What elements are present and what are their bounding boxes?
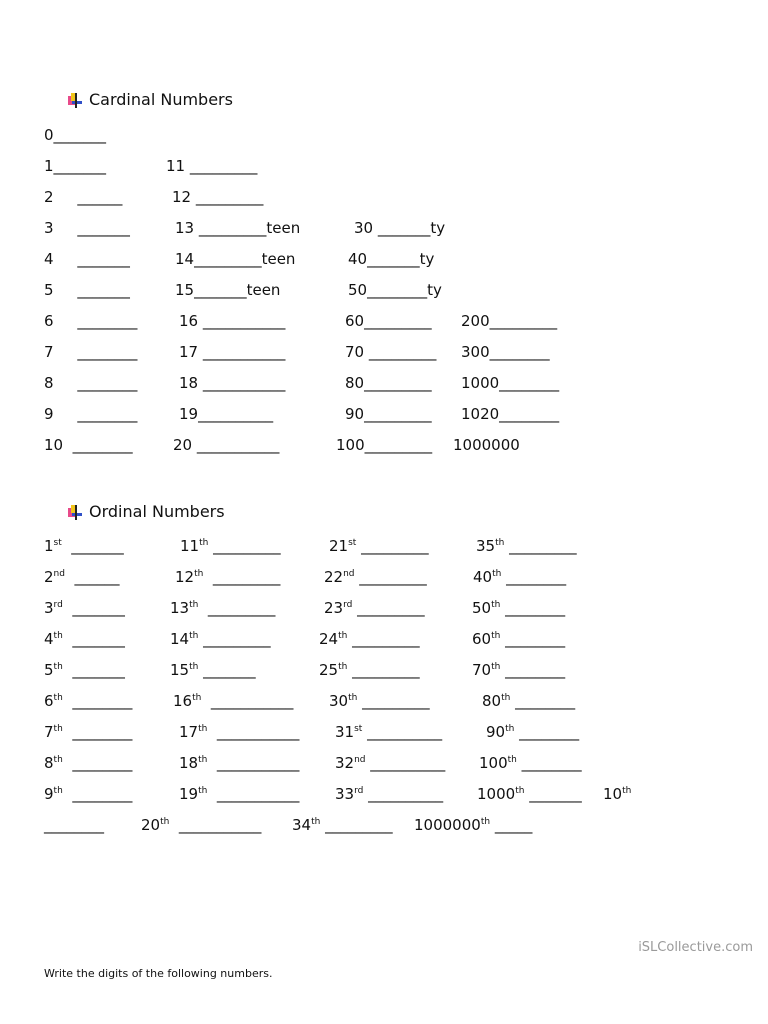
answer-blank[interactable]: _________ [320, 816, 393, 834]
cardinal-item[interactable]: 9 ________ [44, 405, 138, 423]
ordinal-number: 16 [173, 692, 193, 710]
ordinal-item[interactable] [44, 785, 132, 803]
ordinal-number: 20 [141, 816, 161, 834]
ordinal-item[interactable] [335, 754, 445, 772]
answer-blank[interactable]: _________ [354, 568, 427, 586]
ordinal-item[interactable] [44, 661, 125, 679]
ordinal-suffix: th [507, 755, 517, 765]
ordinal-item[interactable] [335, 723, 442, 741]
cardinal-title: Cardinal Numbers [89, 90, 233, 109]
cardinal-item[interactable]: 12 _________ [172, 188, 264, 206]
ordinal-number: 34 [292, 816, 312, 834]
ordinal-suffix: rd [343, 600, 353, 610]
ordinal-suffix: th [492, 569, 502, 579]
ordinal-number: 4 [44, 630, 54, 648]
ordinal-item[interactable] [476, 537, 577, 555]
ordinal-number: 8 [44, 754, 54, 772]
ordinal-item[interactable] [44, 816, 104, 834]
answer-blank[interactable]: __________ [363, 785, 444, 803]
ordinal-item[interactable] [324, 568, 427, 586]
cardinal-item[interactable]: 50________ty [348, 281, 442, 299]
ordinal-item[interactable] [179, 785, 299, 803]
ordinal-number: 11 [180, 537, 200, 555]
answer-blank[interactable]: _________ [208, 537, 281, 555]
ordinal-suffix: th [194, 569, 204, 579]
ordinal-number: 6 [44, 692, 54, 710]
answer-blank[interactable]: _______ [61, 537, 124, 555]
ordinal-number: 32 [335, 754, 355, 772]
ordinal-number: 19 [179, 785, 199, 803]
ordinal-suffix: th [348, 693, 358, 703]
cardinal-item[interactable]: 90_________ [345, 405, 432, 423]
answer-blank[interactable]: _______ [62, 599, 125, 617]
ordinal-suffix: th [189, 662, 199, 672]
ordinal-number: 1000000 [414, 816, 481, 834]
answer-blank[interactable]: ___________ [169, 816, 262, 834]
bullet-icon [66, 92, 84, 108]
ordinal-suffix: th [198, 755, 208, 765]
ordinal-suffix: nd [354, 755, 366, 765]
ordinal-suffix: st [53, 538, 62, 548]
answer-blank[interactable]: _________ [347, 630, 420, 648]
ordinal-number: 60 [472, 630, 492, 648]
ordinal-suffix: th [495, 538, 505, 548]
ordinal-suffix: th [160, 817, 170, 827]
cardinal-item[interactable]: 5 _______ [44, 281, 130, 299]
cardinal-item[interactable]: 17 ___________ [179, 343, 286, 361]
ordinal-item[interactable] [180, 537, 281, 555]
ordinal-item[interactable] [170, 599, 275, 617]
ordinal-suffix: th [491, 600, 501, 610]
ordinal-item[interactable] [324, 599, 425, 617]
cardinal-item[interactable]: 60_________ [345, 312, 432, 330]
cardinal-item[interactable]: 2 ______ [44, 188, 123, 206]
ordinal-suffix: rd [354, 786, 364, 796]
cardinal-item[interactable]: 200_________ [461, 312, 558, 330]
ordinal-suffix: th [53, 755, 63, 765]
ordinal-number: 23 [324, 599, 344, 617]
cardinal-item[interactable]: 15_______teen [175, 281, 281, 299]
ordinal-number: 50 [472, 599, 492, 617]
cardinal-item[interactable]: 30 _______ty [354, 219, 446, 237]
answer-blank[interactable]: ________ [500, 599, 566, 617]
answer-blank[interactable]: _________ [352, 599, 425, 617]
answer-blank[interactable]: _______ [524, 785, 582, 803]
ordinal-item[interactable] [44, 568, 120, 586]
ordinal-number: 100 [479, 754, 508, 772]
bullet-icon [66, 504, 84, 520]
cardinal-item[interactable]: 6 ________ [44, 312, 138, 330]
ordinal-suffix: th [53, 662, 63, 672]
cardinal-item[interactable]: 16 ___________ [179, 312, 286, 330]
ordinal-number: 25 [319, 661, 339, 679]
answer-blank[interactable]: _________ [504, 537, 577, 555]
ordinal-item[interactable] [319, 661, 420, 679]
ordinal-suffix: th [311, 817, 321, 827]
answer-blank[interactable]: ________ [500, 661, 566, 679]
ordinal-suffix: th [53, 631, 63, 641]
answer-blank[interactable]: ________ [501, 568, 567, 586]
answer-blank[interactable]: _______ [62, 661, 125, 679]
ordinal-item[interactable] [479, 754, 582, 772]
ordinal-item[interactable] [335, 785, 443, 803]
ordinal-item[interactable] [44, 630, 125, 648]
ordinal-number: 9 [44, 785, 54, 803]
ordinal-heading [66, 502, 225, 521]
cardinal-item[interactable]: 80_________ [345, 374, 432, 392]
ordinal-suffix: th [199, 538, 209, 548]
ordinal-item[interactable] [44, 599, 125, 617]
cardinal-item[interactable]: 0_______ [44, 126, 107, 144]
ordinal-number: 3 [44, 599, 54, 617]
ordinal-item[interactable] [329, 692, 430, 710]
answer-blank[interactable]: ________ [510, 692, 576, 710]
ordinal-number: 90 [486, 723, 506, 741]
ordinal-suffix: rd [53, 600, 63, 610]
ordinal-item[interactable] [473, 568, 566, 586]
ordinal-number: 80 [482, 692, 502, 710]
ordinal-suffix: th [491, 631, 501, 641]
ordinal-suffix: th [338, 631, 348, 641]
ordinal-number: 7 [44, 723, 54, 741]
ordinal-suffix: th [622, 786, 632, 796]
answer-blank[interactable]: ________ [62, 723, 133, 741]
cardinal-item[interactable]: 18 ___________ [179, 374, 286, 392]
answer-blank[interactable]: ___________ [207, 754, 300, 772]
ordinal-item[interactable] [482, 692, 575, 710]
ordinal-item[interactable] [44, 537, 124, 555]
cardinal-item[interactable]: 1_______ [44, 157, 107, 175]
answer-blank[interactable]: _____ [490, 816, 533, 834]
ordinal-item[interactable] [175, 568, 280, 586]
cardinal-item[interactable]: 11 _________ [166, 157, 258, 175]
cardinal-item[interactable]: 20 ___________ [173, 436, 280, 454]
ordinal-number: 12 [175, 568, 195, 586]
ordinal-suffix: th [189, 631, 199, 641]
ordinal-number: 30 [329, 692, 349, 710]
cardinal-item[interactable]: 100_________ [336, 436, 433, 454]
ordinal-number: 1000 [477, 785, 516, 803]
answer-blank[interactable]: ________ [44, 816, 104, 834]
ordinal-number: 13 [170, 599, 190, 617]
ordinal-suffix: th [192, 693, 202, 703]
ordinal-suffix: th [198, 724, 208, 734]
ordinal-suffix: th [53, 724, 63, 734]
ordinal-suffix: th [491, 662, 501, 672]
ordinal-number: 35 [476, 537, 496, 555]
answer-blank[interactable]: ________ [62, 754, 133, 772]
ordinal-suffix: nd [53, 569, 65, 579]
ordinal-suffix: th [198, 786, 208, 796]
ordinal-item[interactable] [173, 692, 293, 710]
ordinal-number: 33 [335, 785, 355, 803]
ordinal-number: 31 [335, 723, 355, 741]
cardinal-heading [66, 90, 233, 109]
ordinal-number: 10 [603, 785, 623, 803]
ordinal-number: 14 [170, 630, 190, 648]
cardinal-item[interactable]: 70 _________ [345, 343, 437, 361]
watermark: iSLCollective.com [638, 940, 753, 955]
answer-blank[interactable]: _________ [357, 692, 430, 710]
answer-blank[interactable]: _________ [198, 630, 271, 648]
answer-blank[interactable]: ______ [64, 568, 120, 586]
ordinal-item[interactable] [179, 723, 299, 741]
ordinal-item[interactable] [472, 599, 565, 617]
ordinal-item[interactable] [486, 723, 579, 741]
ordinal-number: 21 [329, 537, 349, 555]
ordinal-suffix: th [189, 600, 199, 610]
ordinal-item[interactable] [329, 537, 429, 555]
answer-blank[interactable]: __________ [362, 723, 443, 741]
ordinal-number: 40 [473, 568, 493, 586]
ordinal-item[interactable] [179, 754, 299, 772]
cardinal-item[interactable]: 1000000 [453, 436, 520, 454]
answer-blank[interactable]: _________ [203, 568, 281, 586]
ordinal-suffix: th [501, 693, 511, 703]
ordinal-suffix: th [338, 662, 348, 672]
ordinal-item[interactable] [170, 630, 271, 648]
cardinal-item[interactable]: 1000________ [461, 374, 560, 392]
answer-blank[interactable]: _______ [62, 630, 125, 648]
cardinal-item[interactable]: 40_______ty [348, 250, 435, 268]
cardinal-item[interactable]: 8 ________ [44, 374, 138, 392]
cardinal-item[interactable]: 14_________teen [175, 250, 296, 268]
ordinal-number: 15 [170, 661, 190, 679]
ordinal-item[interactable] [472, 661, 565, 679]
cardinal-item[interactable]: 19__________ [179, 405, 274, 423]
ordinal-suffix: th [480, 817, 491, 827]
ordinal-title: Ordinal Numbers [89, 502, 225, 521]
ordinal-suffix: th [515, 786, 525, 796]
answer-blank[interactable]: ________ [500, 630, 566, 648]
answer-blank[interactable]: ________ [516, 754, 582, 772]
cardinal-item[interactable]: 1020________ [461, 405, 560, 423]
ordinal-suffix: th [505, 724, 515, 734]
ordinal-item[interactable] [292, 816, 393, 834]
ordinal-number: 18 [179, 754, 199, 772]
ordinal-item[interactable] [141, 816, 261, 834]
cardinal-item[interactable]: 300________ [461, 343, 550, 361]
cardinal-item[interactable]: 4 _______ [44, 250, 130, 268]
ordinal-item[interactable] [170, 661, 256, 679]
answer-blank[interactable]: _________ [198, 599, 276, 617]
answer-blank[interactable]: ___________ [207, 785, 300, 803]
answer-blank[interactable]: ________ [514, 723, 580, 741]
ordinal-number: 17 [179, 723, 199, 741]
ordinal-item[interactable] [44, 692, 132, 710]
ordinal-item[interactable] [44, 723, 132, 741]
ordinal-number: 1 [44, 537, 54, 555]
ordinal-item[interactable] [603, 785, 631, 803]
answer-blank[interactable]: ___________ [207, 723, 300, 741]
ordinal-number: 2 [44, 568, 54, 586]
answer-blank[interactable]: ___________ [201, 692, 294, 710]
answer-blank[interactable]: ________ [62, 692, 133, 710]
ordinal-item[interactable] [477, 785, 582, 803]
answer-blank[interactable]: ________ [62, 785, 133, 803]
ordinal-suffix: nd [343, 569, 355, 579]
cardinal-item[interactable]: 7 ________ [44, 343, 138, 361]
answer-blank[interactable]: _________ [347, 661, 420, 679]
ordinal-item[interactable] [319, 630, 420, 648]
cardinal-item[interactable]: 13 _________teen [175, 219, 301, 237]
instruction-text: Write the digits of the following numbers. [44, 967, 273, 980]
ordinal-number: 24 [319, 630, 339, 648]
ordinal-item[interactable] [44, 754, 132, 772]
ordinal-number: 22 [324, 568, 344, 586]
cardinal-item[interactable]: 10 ________ [44, 436, 133, 454]
ordinal-item[interactable] [414, 816, 532, 834]
answer-blank[interactable]: __________ [365, 754, 446, 772]
ordinal-suffix: st [348, 538, 357, 548]
ordinal-number: 5 [44, 661, 54, 679]
cardinal-item[interactable]: 3 _______ [44, 219, 130, 237]
answer-blank[interactable]: _______ [198, 661, 256, 679]
answer-blank[interactable]: _________ [356, 537, 429, 555]
ordinal-suffix: th [53, 786, 63, 796]
ordinal-suffix: st [354, 724, 363, 734]
ordinal-item[interactable] [472, 630, 565, 648]
ordinal-number: 70 [472, 661, 492, 679]
ordinal-suffix: th [53, 693, 63, 703]
